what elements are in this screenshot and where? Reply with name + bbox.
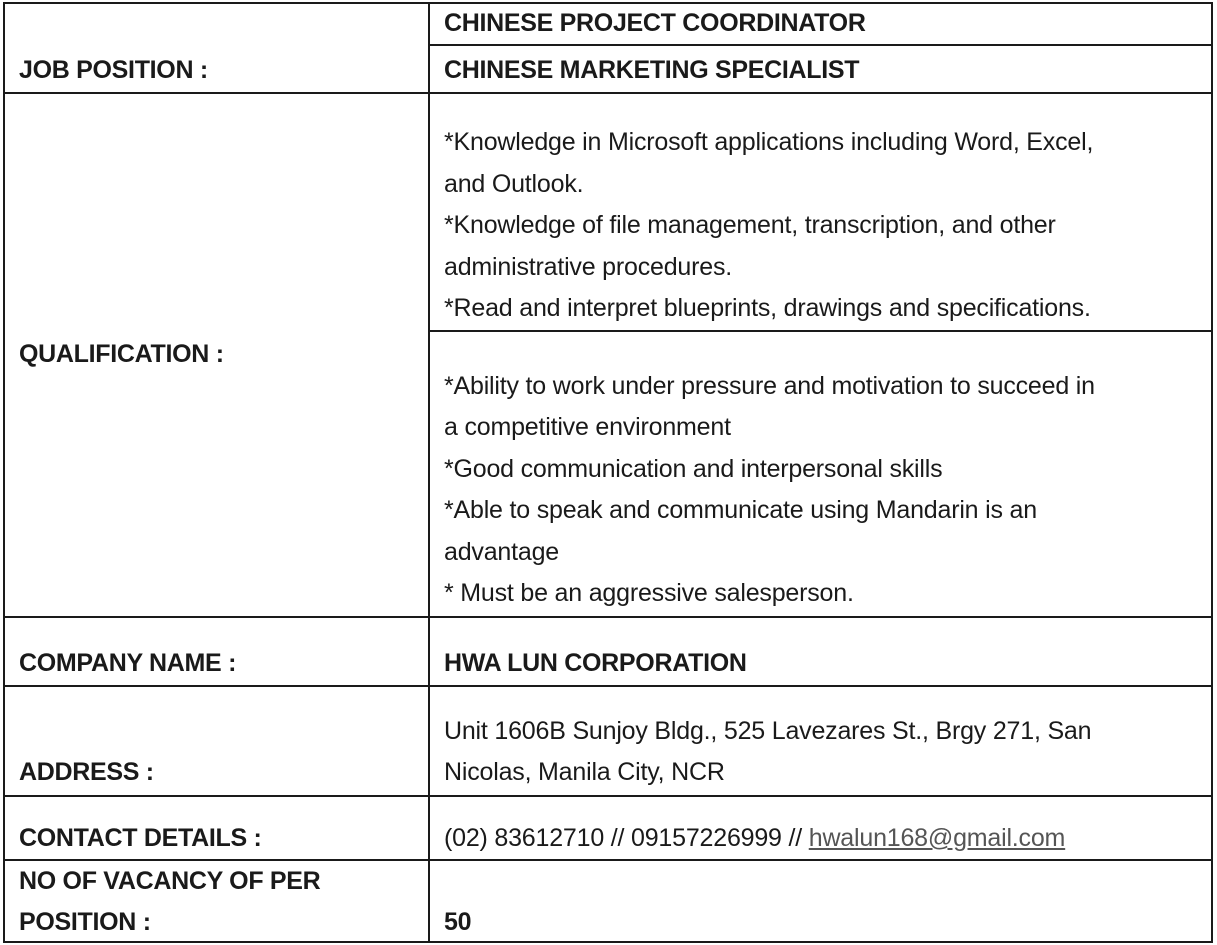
qualification-item: *Knowledge of file management, transcription, and other (444, 211, 1056, 239)
vacancy-label-line1: NO OF VACANCY OF PER (19, 867, 321, 895)
row-divider (5, 616, 1211, 618)
company-name-value: HWA LUN CORPORATION (444, 649, 747, 677)
qualification-item: *Able to speak and communicate using Mandarin is an (444, 496, 1037, 524)
qualification-item: advantage (444, 538, 559, 566)
job-position-value-1: CHINESE PROJECT COORDINATOR (444, 9, 866, 37)
row-divider (428, 44, 1211, 46)
vacancy-label-line2: POSITION : (19, 908, 151, 936)
company-name-label: COMPANY NAME : (19, 649, 237, 677)
contact-phones: (02) 83612710 // 09157226999 // (444, 824, 809, 852)
qualification-item: administrative procedures. (444, 253, 732, 281)
qualification-item: a competitive environment (444, 413, 731, 441)
qualification-item: * Must be an aggressive salesperson. (444, 579, 854, 607)
qualification-item: *Knowledge in Microsoft applications including Word, Excel, (444, 128, 1094, 156)
contact-details-label: CONTACT DETAILS : (19, 824, 262, 852)
address-line: Unit 1606B Sunjoy Bldg., 525 Lavezares St., Brgy 271, San (444, 717, 1092, 745)
address-label: ADDRESS : (19, 758, 154, 786)
row-divider (428, 330, 1211, 332)
job-position-value-2: CHINESE MARKETING SPECIALIST (444, 56, 860, 84)
column-divider (428, 4, 430, 941)
qualification-label: QUALIFICATION : (19, 340, 224, 368)
qualification-item: *Good communication and interpersonal skills (444, 455, 943, 483)
qualification-item: *Ability to work under pressure and motivation to succeed in (444, 372, 1095, 400)
row-divider (5, 859, 1211, 861)
job-position-label: JOB POSITION : (19, 56, 208, 84)
address-line: Nicolas, Manila City, NCR (444, 758, 725, 786)
row-divider (5, 795, 1211, 797)
row-divider (5, 92, 1211, 94)
job-posting-table (3, 2, 1213, 943)
contact-details-value (444, 824, 1065, 853)
qualification-item: *Read and interpret blueprints, drawings and specifications. (444, 294, 1091, 322)
qualification-item: and Outlook. (444, 170, 584, 198)
vacancy-value: 50 (444, 908, 472, 936)
email-link[interactable]: hwalun168@gmail.com (808, 824, 1066, 852)
row-divider (5, 685, 1211, 687)
